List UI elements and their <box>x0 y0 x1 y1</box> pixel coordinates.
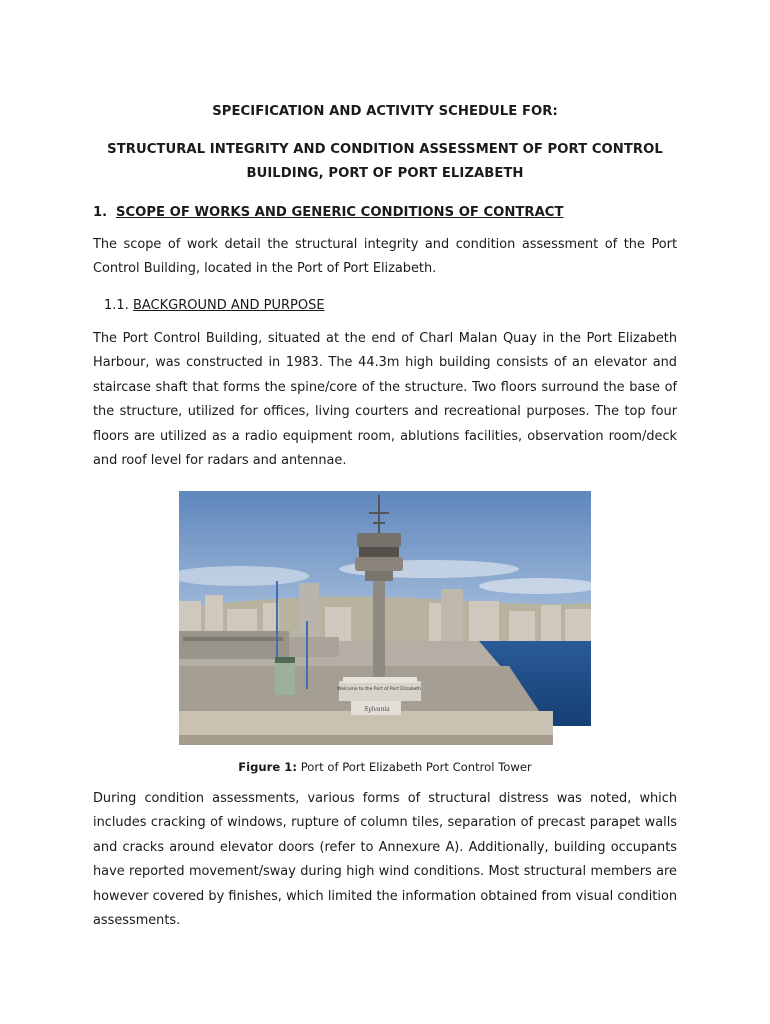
section-1-heading <box>93 205 563 220</box>
section-1-title: SCOPE OF WORKS AND GENERIC CONDITIONS OF CONTRACT <box>116 205 564 220</box>
port-control-tower-illustration <box>179 491 591 745</box>
document-title-line-2: STRUCTURAL INTEGRITY AND CONDITION ASSESSMENT OF PORT CONTROL <box>107 142 663 157</box>
section-1-1-paragraph: The Port Control Building, situated at the end of Charl Malan Quay in the Port Elizabeth Harbour, was constructed in 1983. The 44.3m high building consists of an elevator and staircase shaft that forms the spine/core of the structure. Two floors surround the base of the structure, utilized for offices, living courters and recreational purposes. The top four floors are utilized as a radio equipment room, ablutions facilities, observation room/deck and roof level for radars and antennae. <box>93 331 677 469</box>
section-1-paragraph: The scope of work detail the structural integrity and condition assessment of the Port Control Building, located in the Port of Port Elizabeth. <box>93 237 677 277</box>
closing-paragraph: During condition assessments, various forms of structural distress was noted, which includes cracking of windows, rupture of column tiles, separation of precast parapet walls and cracks around elevator doors (refer to Annexure A). Additionally, building occupants have reported movement/sway during high wind conditions. Most structural members are however covered by finishes, which limited the information obtained from visual condition assessments. <box>93 791 677 929</box>
section-1-1-title: BACKGROUND AND PURPOSE <box>132 298 325 313</box>
document-title-line-3: BUILDING, PORT OF PORT ELIZABETH <box>246 166 524 181</box>
section-1-number: 1. <box>93 205 108 220</box>
figure-1-label: Figure 1: <box>238 760 297 774</box>
section-1-1-heading <box>104 298 325 313</box>
figure-1-caption-text: Port of Port Elizabeth Port Control Tower <box>300 760 532 774</box>
document-title-line-1: SPECIFICATION AND ACTIVITY SCHEDULE FOR: <box>212 104 558 119</box>
port-control-tower-photo <box>179 491 591 745</box>
figure-1-caption <box>0 760 770 774</box>
section-1-1-number: 1.1. <box>104 298 129 313</box>
port-welcome-sign: Welcome to the Port of Port Elizabeth <box>337 687 421 692</box>
sylvania-banner: Sylvania <box>364 706 390 713</box>
